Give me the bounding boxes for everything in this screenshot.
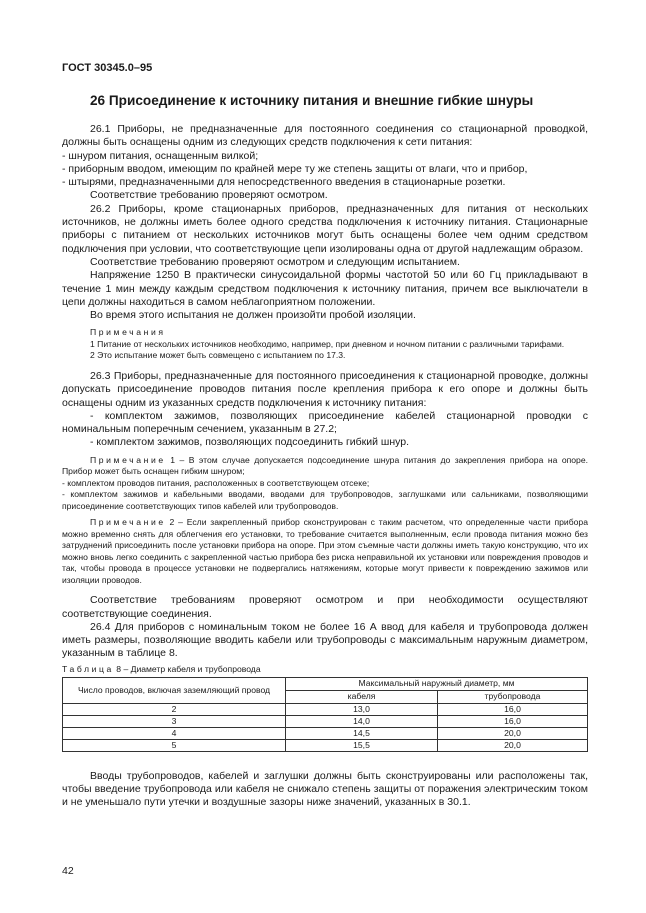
cell-wires: 3	[63, 715, 286, 727]
cell-pipe: 20,0	[438, 727, 588, 739]
notes-label: Примечания	[90, 327, 166, 338]
final-paragraph: Вводы трубопроводов, кабелей и заглушки должны быть сконструированы или расположены так, чтобы введение трубопровода или кабеля не снижало степень защиты от поражения электрическим током и не уменьшало пути утечки и воздушные зазоры ниже значений, указанных в 30.1.	[62, 769, 588, 809]
note-list-item: - комплектом зажимов и кабельными вводами, вводами для трубопроводов, заглушками или сальниками, позволяющими присоединение соответствующих типов кабелей или трубопроводов.	[62, 489, 588, 511]
list-item: - шнуром питания, оснащенным вилкой;	[62, 149, 259, 162]
compliance-check: Соответствие требованию проверяют осмотром.	[90, 189, 328, 202]
cell-pipe: 16,0	[438, 715, 588, 727]
table-row	[63, 727, 588, 739]
table-caption-label: Таблица	[62, 663, 114, 674]
paragraph-26-4: 26.4 Для приборов с номинальным током не более 16 А ввод для кабеля и трубопровода должен иметь размеры, позволяющие вводить кабели или трубопроводы с максимальным наружным диаметром, указанным в таблице 8.	[62, 620, 588, 660]
voltage-test: Напряжение 1250 В практически синусоидальной формы частотой 50 или 60 Гц прикладывают в течение 1 мин между каждым средством подключения к источнику питания, причем все выключатели в цепи должны находиться в самом неблагоприятном положении.	[62, 269, 588, 308]
table-header-group: Максимальный наружный диаметр, мм	[286, 677, 588, 690]
cell-wires: 5	[63, 739, 286, 751]
breakdown-requirement: Во время этого испытания не должен произойти пробой изоляции.	[90, 309, 416, 322]
compliance-check: Соответствие требованию проверяют осмотром и следующим испытанием.	[90, 255, 460, 268]
table-header-cable: кабеля	[286, 690, 438, 703]
cell-cable: 14,5	[286, 727, 438, 739]
note-text: 2 – Если закрепленный прибор сконструирован с таким расчетом, что определенные части прибора можно временно снять для облегчения его установки, то требование считается выполненным, если провода питания можно без затруднений присоединить после установки прибора на опоре. При этом съемные части должны иметь такую конструкцию, что их можно вновь легко соединить с закрепленной частью прибора без риска неправильной их установки или повреждения проводов и так, чтобы провода в процессе установки не подвергались натяжениям, которые могут привести к повреждению зажимов или изоляции проводов.	[62, 517, 588, 585]
paragraph-26-2: 26.2 Приборы, кроме стационарных приборов, предназначенных для питания от нескольких источников, не должны иметь более одного средства подключения к источнику питания. Стационарные приборы с питанием от нескольких источников могут быть оснащены более чем одним средством подключения при условии, что соответствующие цепи изолированы одна от другой надлежащим образом.	[62, 202, 588, 255]
note-item: 1 Питание от нескольких источников необходимо, например, при дневном и ночном питании с различными тарифами.	[90, 338, 565, 349]
list-item: - комплектом зажимов, позволяющих присоединение кабелей стационарной проводки с номинальным поперечным сечением, указанным в 27.2;	[62, 409, 588, 436]
cell-pipe: 20,0	[438, 739, 588, 751]
paragraph-26-3: 26.3 Приборы, предназначенные для постоянного присоединения к стационарной проводке, должны допускать присоединение проводов питания после крепления прибора к его опоре и должны быть оснащены одним из указанных средств подключения к источнику питания:	[62, 369, 588, 409]
table-row	[63, 703, 588, 715]
paragraph-26-1: 26.1 Приборы, не предназначенные для постоянного соединения со стационарной проводкой, должны быть оснащены одним из следующих средств подключения к сети питания:	[62, 123, 588, 149]
note-list-item: - комплектом проводов питания, расположенных в соответствующем отсеке;	[62, 477, 370, 488]
table-caption-text: 8 – Диаметр кабеля и трубопровода	[113, 663, 261, 674]
table-row	[63, 739, 588, 751]
page-content	[62, 93, 588, 810]
compliance-check: Соответствие требованиям проверяют осмотром и при необходимости осуществляют соответствующие соединения.	[62, 594, 588, 620]
list-item: - штырями, предназначенными для непосредственного введения в стационарные розетки.	[62, 176, 506, 189]
table-caption	[62, 664, 588, 675]
cell-wires: 2	[63, 703, 286, 715]
table-row	[63, 715, 588, 727]
cell-cable: 13,0	[286, 703, 438, 715]
note-label: Примечание	[90, 454, 166, 465]
table-header-pipe: трубопровода	[438, 690, 588, 703]
note-item: 2 Это испытание может быть совмещено с испытанием по 17.3.	[90, 350, 346, 361]
note-label: Примечание	[90, 517, 166, 528]
cell-pipe: 16,0	[438, 703, 588, 715]
standard-header: ГОСТ 30345.0–95	[62, 62, 153, 74]
note-text: 1 – В этом случае допускается подсоединение шнура питания до закрепления прибора на опоре. Прибор может быть оснащен гибким шнуром;	[62, 454, 588, 477]
section-title: 26 Присоединение к источнику питания и внешние гибкие шнуры	[90, 93, 534, 108]
list-item: - комплектом зажимов, позволяющих подсоединить гибкий шнур.	[90, 436, 410, 449]
note-1	[62, 455, 588, 478]
diameter-table	[62, 677, 588, 752]
table-header-wires: Число проводов, включая заземляющий провод	[63, 677, 286, 703]
list-item: - приборным вводом, имеющим по крайней мере ту же степень защиты от влаги, что и прибор,	[62, 162, 528, 175]
note-2	[62, 517, 588, 586]
cell-cable: 15,5	[286, 739, 438, 751]
cell-cable: 14,0	[286, 715, 438, 727]
cell-wires: 4	[63, 727, 286, 739]
page-number: 42	[62, 865, 74, 877]
